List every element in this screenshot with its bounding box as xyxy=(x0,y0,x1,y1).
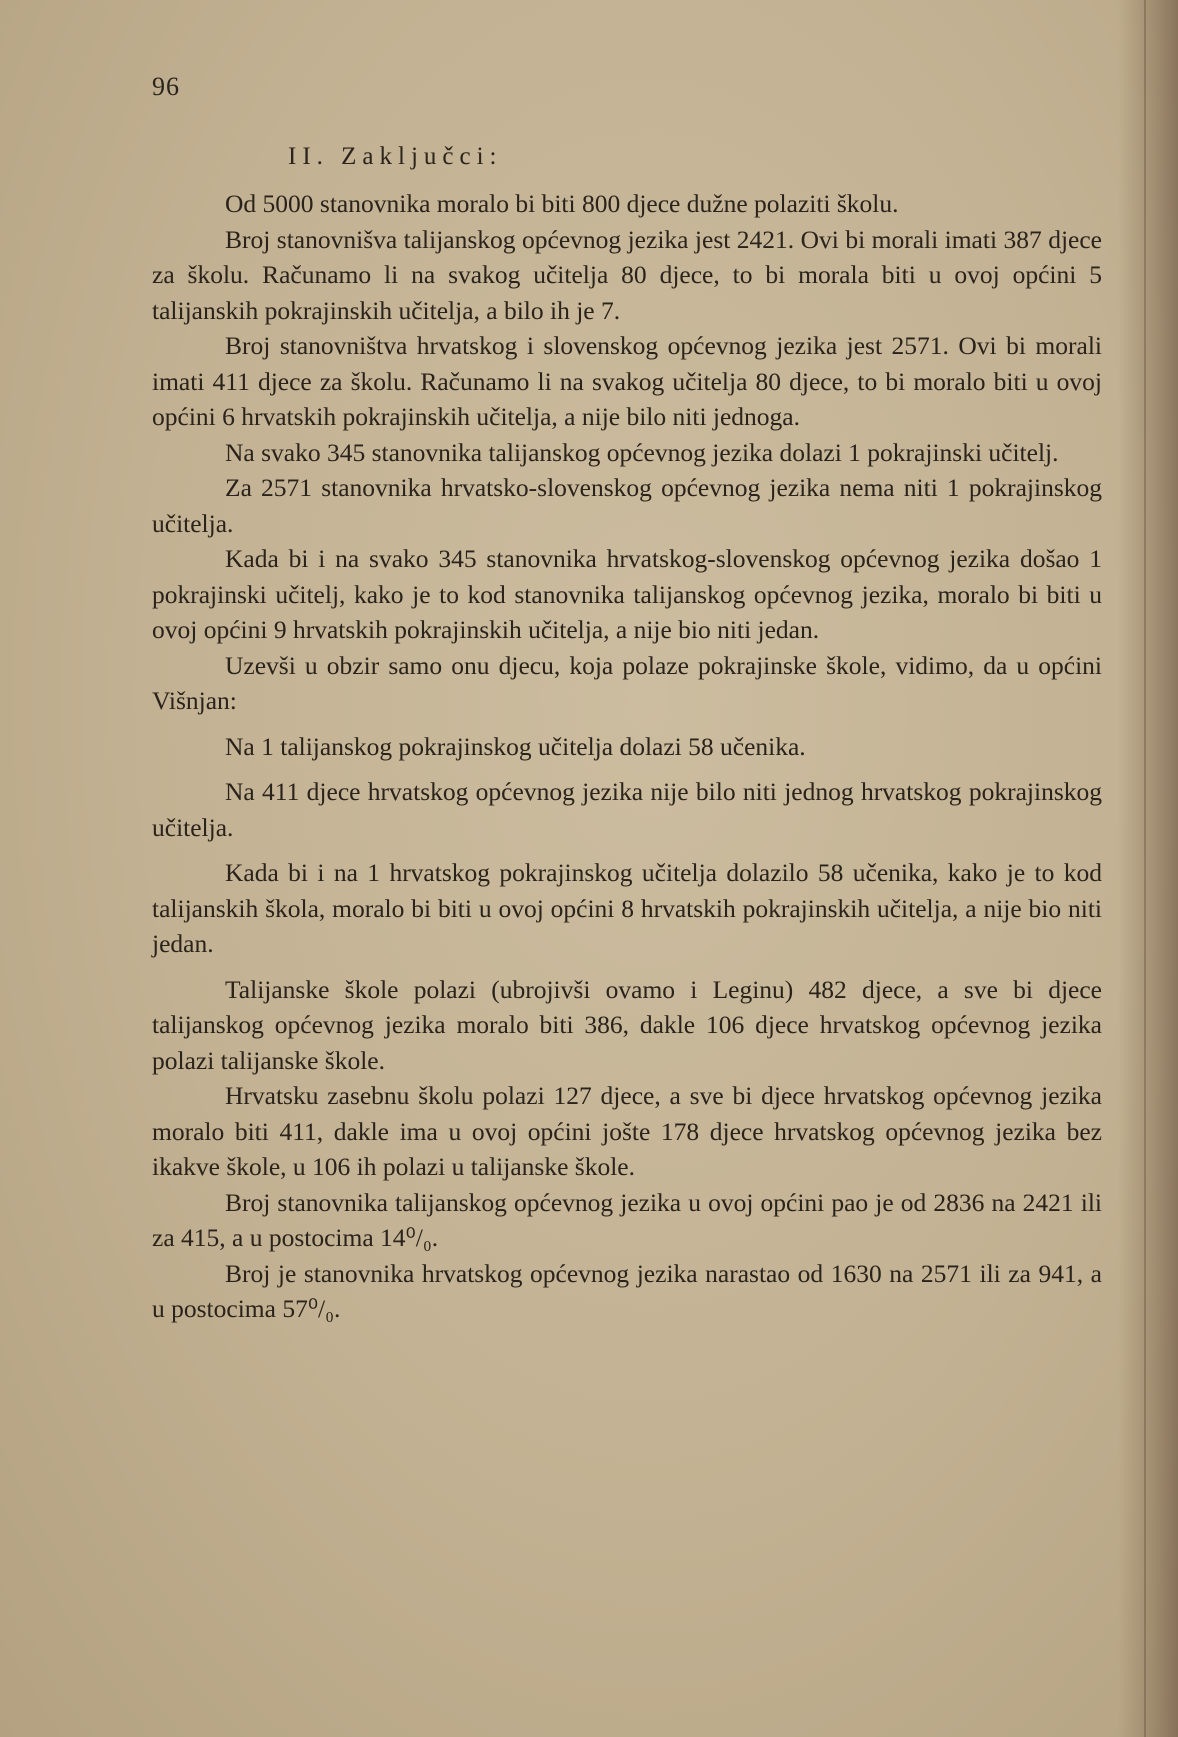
paragraph: Broj stanovnišva talijanskog općevnog jezika jest 2421. Ovi bi morali imati 387 djece za školu. Računamo li na svakog učitelja 80 djece, to bi morala biti u ovoj općini 5 talijanskih pokrajinskih učitelja, a bilo ih je 7. xyxy=(152,224,1102,325)
paragraph: Na 411 djece hrvatskog općevnog jezika nije bilo niti jednog hrvatskog pokrajinskog učitelja. xyxy=(152,777,1102,842)
paragraph: Broj stanovništva hrvatskog i slovenskog općevnog jezika jest 2571. Ovi bi morali imati 411 djece za školu. Računamo li na svakog učitelja 80 djece, to bi moralo biti u ovoj općini 6 hrvatskih pokrajinskih učitelja, a nije bilo niti jednoga. xyxy=(152,331,1102,431)
paragraph: Za 2571 stanovnika hrvatsko-slovenskog općevnog jezika nema niti 1 pokrajinskog učitelja. xyxy=(152,473,1102,538)
paragraph: Broj je stanovnika hrvatskog općevnog jezika narastao od 1630 na 2571 ili za 941, a u postocima 57⁰/₀. xyxy=(152,1258,1102,1323)
body-text xyxy=(152,186,1102,1327)
paragraph: Talijanske škole polazi (ubrojivši ovamo i Leginu) 482 djece, a sve bi djece talijanskog općevnog jezika moralo biti 386, dakle 106 djece hrvatskog općevnog jezika polazi talijanske škole. xyxy=(152,974,1102,1075)
paragraph: Hrvatsku zasebnu školu polazi 127 djece, a sve bi djece hrvatskog općevnog jezika moralo biti 411, dakle ima u ovoj općini jošte 178 djece hrvatskog općevnog jezika bez ikakve škole, u 106 ih polazi u talijanske škole. xyxy=(152,1081,1102,1181)
paragraph: Na svako 345 stanovnika talijanskog općevnog jezika dolazi 1 pokrajinski učitelj. xyxy=(225,437,1059,467)
paragraph: Na 1 talijanskog pokrajinskog učitelja dolazi 58 učenika. xyxy=(225,731,806,761)
paragraph: Broj stanovnika talijanskog općevnog jezika u ovoj općini pao je od 2836 na 2421 ili za 415, a u postocima 14⁰/₀. xyxy=(152,1187,1102,1252)
paragraph: Kada bi i na svako 345 stanovnika hrvatskog-slovenskog općevnog jezika došao 1 pokrajinski učitelj, kako je to kod stanovnika talijanskog općevnog jezika, moralo bi biti u ovoj općini 9 hrvatskih pokrajinskih učitelja, a nije bio niti jedan. xyxy=(152,544,1102,644)
paragraph: Uzevši u obzir samo onu djecu, koja polaze pokrajinske škole, vidimo, da u općini Višnjan: xyxy=(152,650,1102,715)
section-heading: II. Zaključci: xyxy=(288,143,503,170)
page-number: 96 xyxy=(152,72,180,101)
paragraph: Od 5000 stanovnika moralo bi biti 800 djece dužne polaziti školu. xyxy=(225,189,899,218)
paragraph: Kada bi i na 1 hrvatskog pokrajinskog učitelja dolazilo 58 učenika, kako je to kod talijanskih škola, moralo bi biti u ovoj općini 8 hrvatskih pokrajinskih učitelja, a nije bio niti jedan. xyxy=(152,858,1102,958)
